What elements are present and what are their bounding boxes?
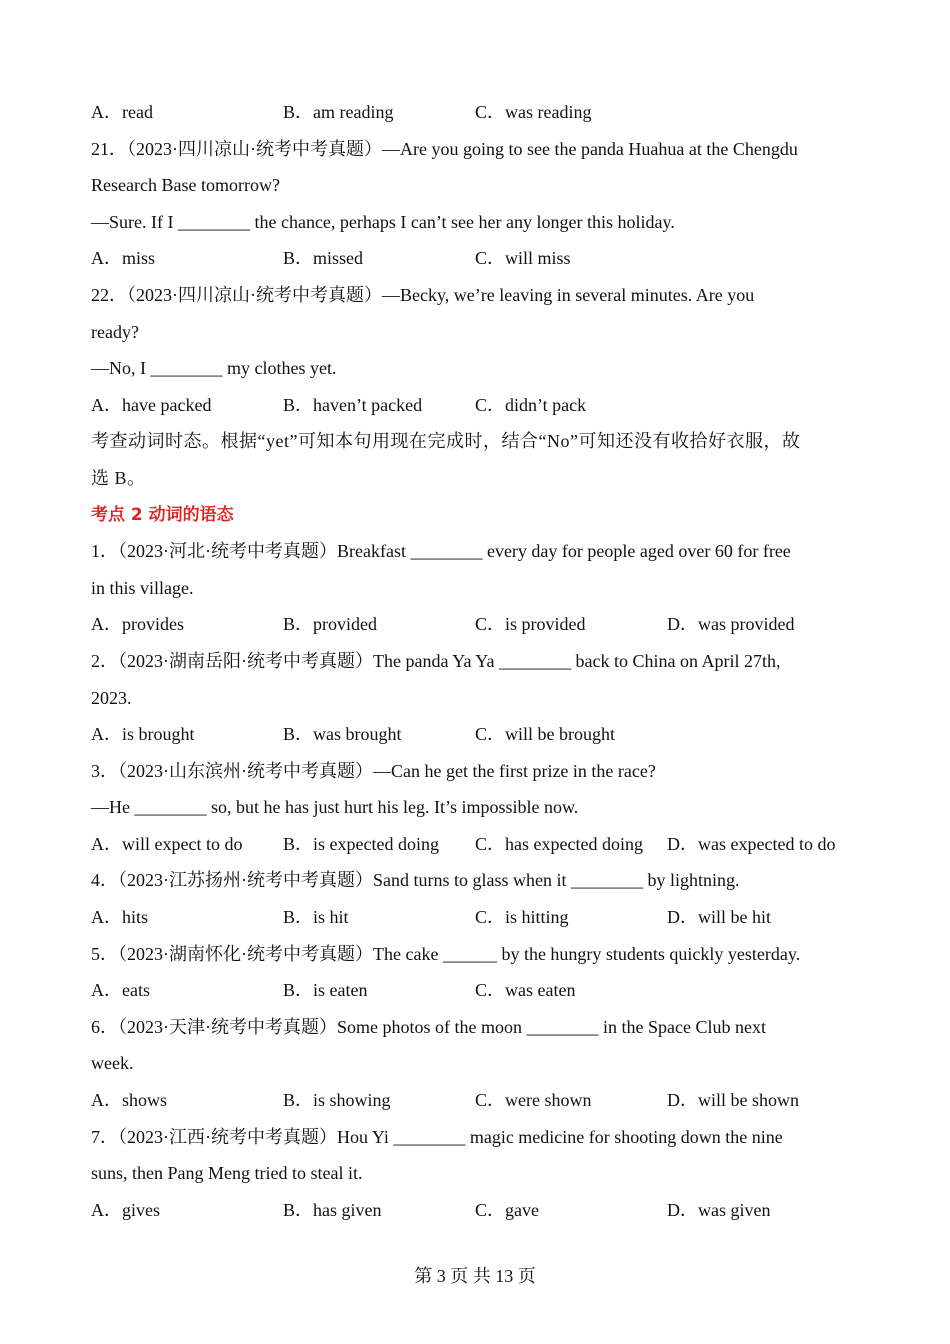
question-text: in this village. bbox=[91, 577, 194, 598]
answer-options bbox=[91, 826, 861, 863]
option-c: C．is provided bbox=[475, 614, 586, 635]
question-text: week. bbox=[91, 1053, 134, 1074]
option-b: B．was brought bbox=[283, 724, 402, 745]
option-d: D．will be shown bbox=[667, 1090, 799, 1111]
answer-options bbox=[91, 240, 861, 277]
option-c: C．will miss bbox=[475, 248, 571, 269]
question-text: suns, then Pang Meng tried to steal it. bbox=[91, 1163, 363, 1184]
option-b: B．provided bbox=[283, 614, 377, 635]
question-text: 22．（2023·四川凉山·统考中考真题）—Becky, we’re leaving in several minutes. Are you bbox=[91, 284, 755, 305]
document-page bbox=[91, 94, 861, 1228]
question-text: 3．（2023·山东滨州·统考中考真题）—Can he get the first prize in the race? bbox=[91, 760, 656, 781]
option-a: A．hits bbox=[91, 907, 149, 928]
question-text: 2．（2023·湖南岳阳·统考中考真题）The panda Ya Ya ________ back to China on April 27th, bbox=[91, 650, 781, 671]
question-text: 1．（2023·河北·统考中考真题）Breakfast ________ every day for people aged over 60 for free bbox=[91, 541, 791, 562]
question-text: 5．（2023·湖南怀化·统考中考真题）The cake ______ by the hungry students quickly yesterday. bbox=[91, 943, 801, 964]
page-number-footer: 第 3 页 共 13 页 bbox=[414, 1266, 536, 1286]
option-a: A．gives bbox=[91, 1199, 160, 1220]
option-a: A．shows bbox=[91, 1090, 168, 1111]
option-b: B．am reading bbox=[283, 102, 394, 122]
answer-options bbox=[91, 972, 861, 1009]
option-d: D．was expected to do bbox=[667, 833, 836, 854]
question-text: Research Base tomorrow? bbox=[91, 175, 280, 196]
option-c: C．didn’t pack bbox=[475, 394, 587, 415]
answer-options bbox=[91, 716, 861, 753]
answer-options bbox=[91, 387, 861, 424]
option-c: C．is hitting bbox=[475, 907, 569, 928]
option-b: B．is showing bbox=[283, 1090, 391, 1111]
option-b: B．is eaten bbox=[283, 980, 368, 1001]
option-b: B．is expected doing bbox=[283, 833, 439, 854]
question-text: ready? bbox=[91, 321, 139, 342]
answer-options bbox=[91, 899, 861, 936]
question-text: 6．（2023·天津·统考中考真题）Some photos of the moon ________ in the Space Club next bbox=[91, 1016, 766, 1037]
option-c: C．gave bbox=[475, 1199, 539, 1220]
option-c: C．was eaten bbox=[475, 980, 576, 1001]
question-text: —He ________ so, but he has just hurt his leg. It’s impossible now. bbox=[91, 797, 579, 818]
option-a: A．eats bbox=[91, 980, 150, 1001]
option-a: A．read bbox=[91, 102, 153, 122]
explanation-text: 考查动词时态。根据“yet”可知本句用现在完成时，结合“No”可知还没有收拾好衣服，故 bbox=[91, 431, 801, 452]
option-a: A．will expect to do bbox=[91, 833, 243, 854]
question-text: 4．（2023·江苏扬州·统考中考真题）Sand turns to glass when it ________ by lightning. bbox=[91, 870, 740, 891]
option-d: D．was given bbox=[667, 1199, 771, 1220]
answer-options bbox=[91, 1192, 861, 1229]
option-b: B．has given bbox=[283, 1199, 382, 1220]
answer-options bbox=[91, 606, 861, 643]
option-c: C．were shown bbox=[475, 1090, 592, 1111]
answer-options bbox=[91, 94, 861, 131]
question-text: 2023. bbox=[91, 687, 132, 708]
option-a: A．is brought bbox=[91, 724, 195, 745]
question-text: 21．（2023·四川凉山·统考中考真题）—Are you going to see the panda Huahua at the Chengdu bbox=[91, 138, 798, 159]
answer-options bbox=[91, 1082, 861, 1119]
option-b: B．is hit bbox=[283, 907, 349, 928]
option-c: C．will be brought bbox=[475, 724, 615, 745]
option-b: B．missed bbox=[283, 248, 364, 269]
option-a: A．miss bbox=[91, 248, 156, 269]
option-a: A．have packed bbox=[91, 394, 212, 415]
question-text: —No, I ________ my clothes yet. bbox=[91, 358, 337, 379]
question-text: 7．（2023·江西·统考中考真题）Hou Yi ________ magic medicine for shooting down the nine bbox=[91, 1126, 783, 1147]
option-b: B．haven’t packed bbox=[283, 394, 423, 415]
option-d: D．was provided bbox=[667, 614, 795, 635]
option-c: C．has expected doing bbox=[475, 833, 643, 854]
option-c: C．was reading bbox=[475, 102, 592, 122]
option-d: D．will be hit bbox=[667, 907, 771, 928]
option-a: A．provides bbox=[91, 614, 184, 635]
question-text: —Sure. If I ________ the chance, perhaps I can’t see her any longer this holiday. bbox=[91, 211, 675, 232]
section-heading: 考点 2 动词的语态 bbox=[91, 504, 234, 525]
explanation-text: 选 B。 bbox=[91, 467, 146, 488]
